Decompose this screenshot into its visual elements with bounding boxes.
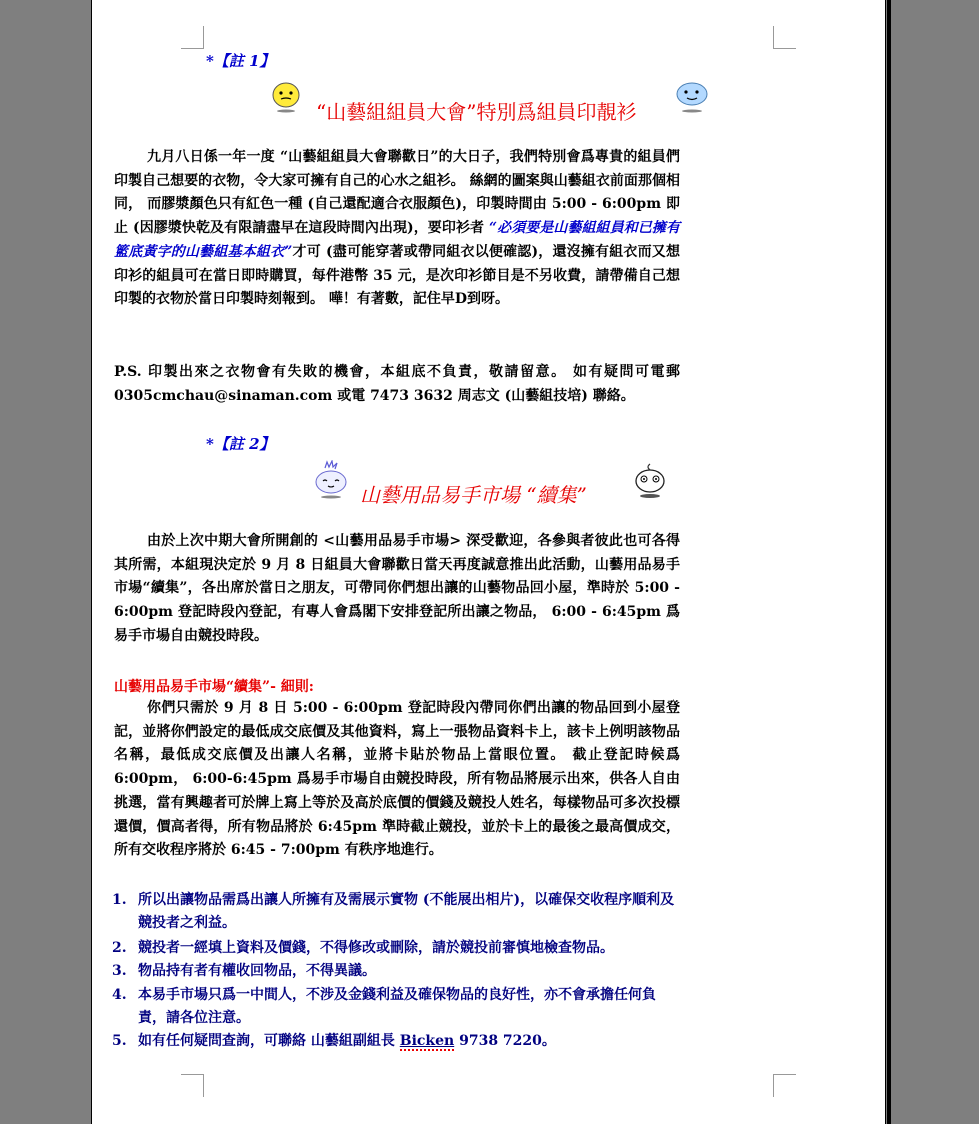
smiley-sleepy-icon bbox=[313, 460, 349, 500]
paragraph-2 bbox=[114, 530, 680, 649]
title-1: “山藝組組員大會”特別爲組員印靚衫 bbox=[316, 100, 637, 124]
paragraph-1-text-c: 才可 (盡可能穿著或帶同組衣以便確認)，還沒擁有組衣而又想印衫的組員可在當日即時購買，每件港幣 35 元，是次印衫節目是不另收費，請帶備自己想印製的衣物於當日印製時刻報到。 嘩！有著數，記住早D到呀。 bbox=[114, 243, 680, 308]
paragraph-1-text-a: 九月八日係一年一度 “山藝組組員大會聯歡日”的大日子，我們特別會爲專貴的組員們印製自己想要的衣物，令大家可擁有自己的心水之組衫。 絲網的圖案與山藝組衣前面那個相同， 而膠漿顏色只有紅色一種 (自己還配適合衣服顏色)，印製時間由 5:00 - 6:00pm 即止 (因膠漿快乾及有限請盡早在這段時間內出現)，要印衫者 bbox=[114, 149, 680, 237]
note-2-label: *【註 2】 bbox=[206, 435, 275, 453]
rules-heading: 山藝用品易手市場“續集”- 細則: bbox=[114, 679, 314, 695]
crop-mark-bottom-right bbox=[773, 1074, 796, 1097]
paragraph-2-text: 由於上次中期大會所開創的 <山藝用品易手市場> 深受歡迎，各參與者彼此也可各得其所需，本組現決定於 9 月 8 日組員大會聯歡日當天再度誠意推出此活動，山藝用品易手市場“續集”，各出席於當日之朋友，可帶同你們想出讓的山藝物品回小屋，準時於 5:00 - 6:00pm 登記時段內登記，有專人會爲閣下安排登記所出讓之物品， 6:00 - 6:45pm 爲易手市場自由競投時段。 bbox=[114, 533, 680, 644]
crop-mark-top-left bbox=[181, 26, 204, 49]
crop-mark-bottom-left bbox=[181, 1074, 204, 1097]
contact-name: Bicken bbox=[399, 1033, 455, 1050]
title-2: 山藝用品易手市場 “續集” bbox=[360, 483, 587, 507]
paragraph-1 bbox=[114, 146, 680, 312]
crop-mark-top-right bbox=[773, 26, 796, 49]
list-item: 3. 物品持有者有權收回物品，不得異議。 bbox=[112, 963, 376, 980]
paragraph-3 bbox=[114, 697, 680, 863]
note-1-label: *【註 1】 bbox=[206, 52, 275, 70]
smiley-blue-icon bbox=[672, 78, 712, 114]
ps-paragraph: P.S. 印製出來之衣物會有失敗的機會，本組底不負責，敬請留意。 如有疑問可電郵 0305cmchau@sinaman.com 或電 7473 3632 周志文 (山藝組技培) 聯絡。 bbox=[114, 364, 680, 404]
rules-list bbox=[112, 889, 682, 1054]
paragraph-3-text: 你們只需於 9 月 8 日 5:00 - 6:00pm 登記時段內帶同你們出讓的物品回到小屋登記，並將你們設定的最低成交底價及其他資料，寫上一張物品資料卡上，該卡上例明該物品名稱，最低成交底價及出讓人名稱，並將卡貼於物品上當眼位置。 截止登記時候爲 6:00pm， 6:00-6:45pm 爲易手市場自由競投時段，所有物品將展示出來，供各人自由挑選，當有興趣者可於牌上寫上等於及高於底價的價錢及競投人姓名，每樣物品可多次投標還價，價高者得，所有物品將於 6:45pm 準時截止競投，並於卡上的最後之最高價成交，所有交收程序將於 6:45 - 7:00pm 有秩序地進行。 bbox=[114, 700, 680, 859]
list-item: 5. 如有任何疑問查詢，可聯絡 山藝組副組長 Bicken 9738 7220。 bbox=[112, 1033, 556, 1050]
list-item: 4. 本易手市場只爲一中間人，不涉及金錢利益及確保物品的良好性，亦不會承擔任何負責，請各位注意。 bbox=[112, 986, 656, 1027]
list-item: 2. 競投者一經填上資料及價錢，不得修改或刪除，請於競投前審慎地檢查物品。 bbox=[112, 939, 614, 956]
smiley-yellow-icon bbox=[270, 80, 302, 114]
smiley-round-eyes-icon bbox=[632, 462, 668, 500]
list-item: 1. 所以出讓物品需爲出讓人所擁有及需展示實物 (不能展出相片)，以確保交收程序順利及競投者之利益。 bbox=[112, 892, 675, 932]
page-shadow bbox=[887, 0, 891, 1124]
paragraph-1-requirement: “必須要是山藝組組員和已擁有籃底黃字的山藝組基本組衣” bbox=[114, 220, 680, 260]
